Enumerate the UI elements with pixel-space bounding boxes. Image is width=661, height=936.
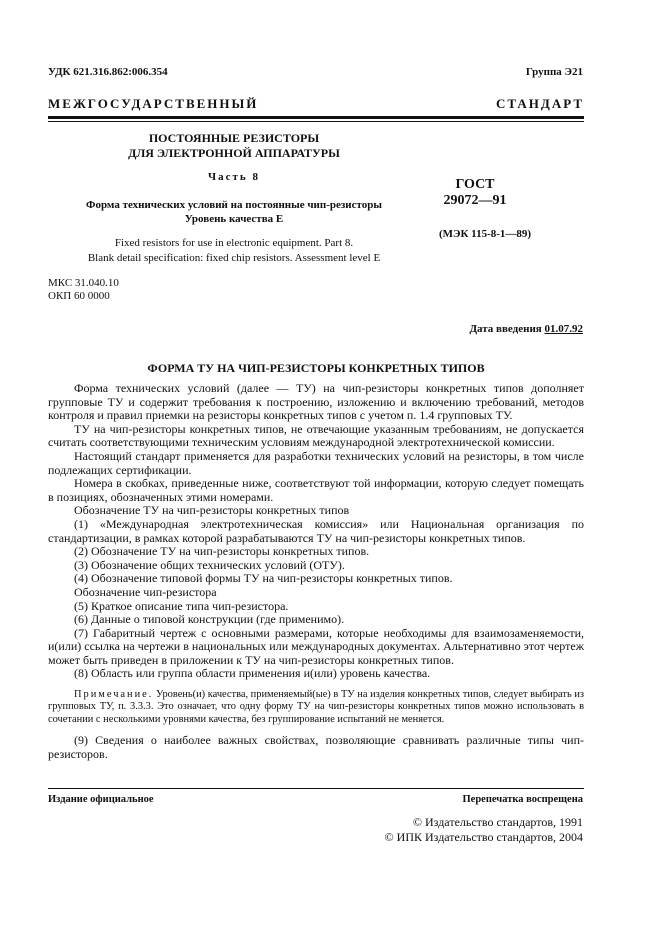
note xyxy=(48,689,584,726)
english-title-line-2: Blank detail specification: fixed chip resistors. Assessment level E xyxy=(87,252,381,264)
reprint-note: Перепечатка воспрещена xyxy=(462,794,583,805)
udc-code: УДК 621.316.862:006.354 xyxy=(48,66,168,78)
gost-designation xyxy=(420,177,530,209)
paragraph: ТУ на чип-резисторы конкретных типов, не отвечающие указанным требованиям, не допускается считать соответствующими техническим условиям международной электротехнической комиссии. xyxy=(48,421,584,450)
title-line-1: ПОСТОЯННЫЕ РЕЗИСТОРЫ xyxy=(148,131,320,145)
paragraph: (9) Сведения о наиболее важных свойствах, позволяющие сравнивать различные типы чип-резисторов. xyxy=(48,732,584,761)
subtitle-line-1: Форма технических условий на постоянные чип-резисторы xyxy=(86,199,382,211)
paragraph: (1) «Международная электротехническая комиссия» или Национальная организация по стандартизации, в рамках которой разрабатываются ТУ на чип-резисторы конкретных типов. xyxy=(48,516,584,545)
paragraph: (6) Данные о типовой конструкции (где применимо). xyxy=(74,612,345,627)
note-text: Уровень(и) качества, применяемый(ые) в ТУ на изделия конкретных типов, следует выбирать из групповых ТУ, п. 3.3.3. Это означает, что одну форму ТУ на чип-резисторы конкретных типов можно использовать в сочетании с несколькими уровнями качества, без группирование испытаний не меняется. xyxy=(48,689,584,725)
section-heading: ФОРМА ТУ НА ЧИП-РЕЗИСТОРЫ КОНКРЕТНЫХ ТИПОВ xyxy=(147,361,485,375)
paragraph: (7) Габаритный чертеж с основными размерами, которые необходимы для взаимозаменяемости, и(или) ссылка на чертежи в национальных или международных документах. Альтернативно этот чертеж может быть приведен в приложении к ТУ на чип-резисторы конкретных типов. xyxy=(48,625,584,667)
paragraph: Настоящий стандарт применяется для разработки технических условий на резисторы, в том числе подлежащих сертификации. xyxy=(48,448,584,477)
standard-banner: МЕЖГОСУДАРСТВЕННЫЙ СТАНДАРТ xyxy=(48,96,584,111)
gost-label: ГОСТ xyxy=(455,177,495,192)
paragraph: (5) Краткое описание типа чип-резистора. xyxy=(74,598,289,613)
date-label: Дата введения xyxy=(469,323,542,335)
paragraph: (2) Обозначение ТУ на чип-резисторы конкретных типов. xyxy=(74,544,370,559)
paragraph: Номера в скобках, приведенные ниже, соответствуют той информации, которую следует помещать в позициях, обозначенных этими номерами. xyxy=(48,476,584,504)
title-line-2: ДЛЯ ЭЛЕКТРОННОЙ АППАРАТУРЫ xyxy=(128,146,340,160)
date-value: 01.07.92 xyxy=(544,323,583,335)
note-label: Примечание. xyxy=(74,689,154,701)
paragraph: (8) Область или группа области применения и(или) уровень качества. xyxy=(74,666,431,681)
footer-rule xyxy=(48,788,584,789)
copyright-1: © Издательство стандартов, 1991 xyxy=(412,815,583,829)
paragraph: Обозначение ТУ на чип-резисторы конкретных типов xyxy=(74,503,350,518)
subtitle-line-2: Уровень качества Е xyxy=(184,213,284,225)
publication-note: Издание официальное xyxy=(48,794,154,805)
document-body xyxy=(48,382,584,761)
classification-codes xyxy=(48,277,119,303)
english-title-line-1: Fixed resistors for use in electronic equipment. Part 8. xyxy=(114,237,354,249)
document-subtitle xyxy=(48,198,420,226)
iec-reference: (МЭК 115-8-1—89) xyxy=(438,228,532,240)
mks-code: МКС 31.040.10 xyxy=(48,277,119,289)
introduction-date xyxy=(469,323,583,335)
english-title xyxy=(48,236,420,266)
okp-code: ОКП 60 0000 xyxy=(48,290,110,302)
paragraph: (3) Обозначение общих технических условий (ОТУ). xyxy=(74,557,345,572)
header-rule-thick xyxy=(48,116,584,119)
header-rule-thin xyxy=(48,121,584,122)
document-title xyxy=(48,131,420,161)
part-number: Часть 8 xyxy=(208,171,260,183)
paragraph: Форма технических условий (далее — ТУ) на чип-резисторы конкретных типов дополняет групповые ТУ и содержит требования к построению, изложению и включению требований, методов контроля и правил приемки на резисторы конкретных типов с учетом п. 1.4 групповых ТУ. xyxy=(48,381,584,423)
copyright-2: © ИПК Издательство стандартов, 2004 xyxy=(384,830,583,844)
group-code: Группа Э21 xyxy=(525,66,583,78)
gost-number: 29072—91 xyxy=(443,193,507,208)
paragraph: Обозначение чип-резистора xyxy=(74,584,217,599)
paragraph: (4) Обозначение типовой формы ТУ на чип-резисторы конкретных типов. xyxy=(74,571,453,586)
